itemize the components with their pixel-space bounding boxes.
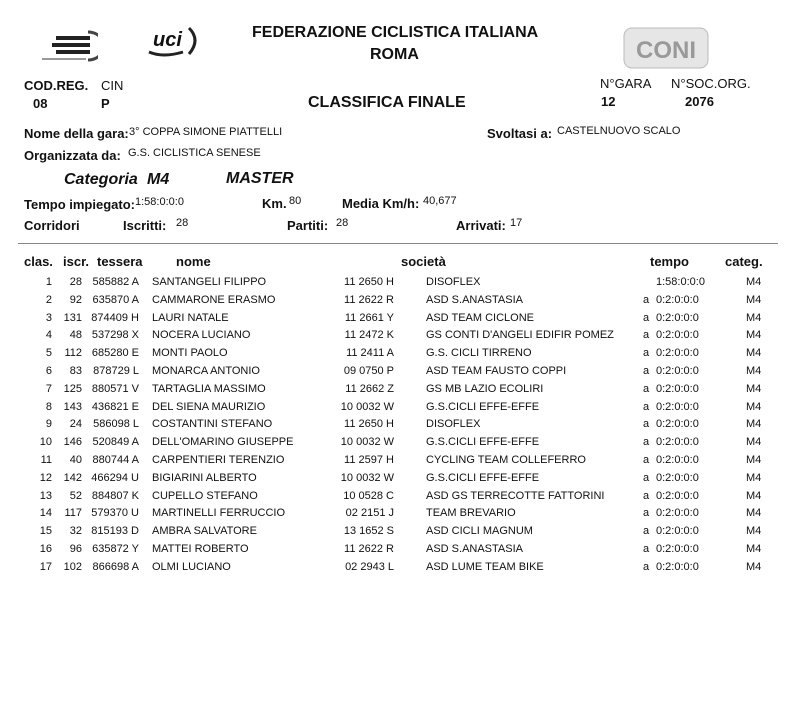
iscrizione-cell: 40 <box>69 454 82 466</box>
gap-marker-cell: a <box>643 400 650 413</box>
cin-label: CIN <box>101 78 124 93</box>
society-code-cell: 02 2151 J <box>345 507 394 520</box>
categoria-value: M4 <box>147 171 170 188</box>
rider-name-cell: MARTINELLI FERRUCCIO <box>152 507 286 520</box>
society-name-cell: G.S.CICLI EFFE-EFFE <box>426 471 540 484</box>
tessera-cell: 878729 L <box>93 365 139 377</box>
category-cell: M4 <box>746 489 762 502</box>
iscrizione-cell: 125 <box>63 382 82 395</box>
position-cell: 7 <box>45 382 52 395</box>
iscrizione-cell: 112 <box>64 347 82 360</box>
society-code-cell: 11 2622 R <box>344 543 394 555</box>
fci-logo <box>38 22 98 66</box>
nsoc-value: 2076 <box>685 94 714 109</box>
table-row <box>0 490 802 508</box>
rider-name-cell: CUPELLO STEFANO <box>152 489 258 502</box>
position-cell: 3 <box>45 311 52 324</box>
gap-marker-cell: a <box>643 454 650 466</box>
society-code-cell: 09 0750 P <box>343 365 394 377</box>
time-cell: 0:2:0:0:0 <box>656 311 699 324</box>
col-header-nome: nome <box>176 254 211 269</box>
table-row <box>0 383 802 401</box>
partiti-value: 28 <box>336 217 349 229</box>
table-row <box>0 329 802 347</box>
city-title: ROMA <box>370 46 419 63</box>
position-cell: 16 <box>39 543 52 555</box>
table-row <box>0 276 802 294</box>
time-cell: 0:2:0:0:0 <box>656 507 699 520</box>
media-value: 40,677 <box>423 195 457 207</box>
km-value: 80 <box>289 195 302 207</box>
col-header-tempo: tempo <box>650 254 689 269</box>
time-cell: 0:2:0:0:0 <box>656 560 699 573</box>
society-code-cell: 11 2650 H <box>344 418 394 431</box>
rider-name-cell: NOCERA LUCIANO <box>152 329 251 342</box>
position-cell: 14 <box>39 507 52 520</box>
society-code-cell: 10 0528 C <box>343 489 394 502</box>
gap-marker-cell: a <box>643 365 650 377</box>
rider-name-cell: COSTANTINI STEFANO <box>152 418 273 431</box>
time-cell: 0:2:0:0:0 <box>656 543 699 555</box>
tessera-cell: 520849 A <box>92 436 139 449</box>
society-code-cell: 10 0032 W <box>340 471 394 484</box>
tessera-cell: 874409 H <box>91 311 139 324</box>
gap-marker-cell: a <box>643 347 650 360</box>
society-name-cell: GS MB LAZIO ECOLIRI <box>426 382 544 395</box>
col-header-clas: clas. <box>24 254 53 269</box>
cin-value: P <box>101 96 110 111</box>
time-cell: 0:2:0:0:0 <box>656 382 699 395</box>
time-cell: 0:2:0:0:0 <box>656 365 699 377</box>
society-name-cell: ASD LUME TEAM BIKE <box>426 560 544 573</box>
table-divider <box>18 243 778 244</box>
table-row <box>0 365 802 383</box>
col-header-iscr: iscr. <box>63 254 90 269</box>
society-name-cell: DISOFLEX <box>426 276 481 288</box>
position-cell: 4 <box>45 329 52 342</box>
position-cell: 13 <box>39 489 52 502</box>
position-cell: 11 <box>40 454 52 466</box>
society-code-cell: 11 2597 H <box>344 454 394 466</box>
society-name-cell: G.S.CICLI EFFE-EFFE <box>426 400 540 413</box>
federation-title: FEDERAZIONE CICLISTICA ITALIANA <box>252 24 539 41</box>
arrivati-value: 17 <box>510 217 523 229</box>
uci-logo <box>143 22 205 62</box>
society-code-cell: 02 2943 L <box>345 560 394 573</box>
rider-name-cell: CARPENTIERI TERENZIO <box>152 454 285 466</box>
tessera-cell: 685280 E <box>91 347 139 360</box>
tessera-cell: 884807 K <box>91 489 139 502</box>
society-name-cell: GS CONTI D'ANGELI EDIFIR POMEZ <box>426 329 614 342</box>
tessera-cell: 635870 A <box>92 293 139 306</box>
society-name-cell: ASD TEAM FAUSTO COPPI <box>426 365 567 377</box>
tessera-cell: 815193 D <box>91 525 139 538</box>
society-name-cell: ASD GS TERRECOTTE FATTORINI <box>426 489 605 502</box>
iscritti-label: Iscritti: <box>123 218 167 233</box>
categoria-name: MASTER <box>226 170 294 187</box>
organizer-label: Organizzata da: <box>24 148 121 163</box>
position-cell: 6 <box>45 365 52 377</box>
tessera-cell: 436821 E <box>91 400 139 413</box>
society-code-cell: 10 0032 W <box>340 436 394 449</box>
rider-name-cell: SANTANGELI FILIPPO <box>152 276 267 288</box>
time-cell: 0:2:0:0:0 <box>656 329 699 342</box>
tessera-cell: 466294 U <box>91 471 139 484</box>
society-code-cell: 11 2411 A <box>346 347 394 360</box>
col-header-categ: categ. <box>725 254 763 269</box>
table-row <box>0 418 802 436</box>
race-name-value: 3° COPPA SIMONE PIATTELLI <box>129 126 283 138</box>
iscrizione-cell: 52 <box>69 489 82 502</box>
society-name-cell: CYCLING TEAM COLLEFERRO <box>426 454 586 466</box>
rider-name-cell: OLMI LUCIANO <box>152 560 231 573</box>
ngara-label: N°GARA <box>600 76 652 91</box>
society-name-cell: DISOFLEX <box>426 418 481 431</box>
position-cell: 15 <box>39 525 52 538</box>
media-label: Media Km/h: <box>342 196 420 211</box>
category-cell: M4 <box>746 560 762 573</box>
table-row <box>0 312 802 330</box>
table-row <box>0 543 802 561</box>
position-cell: 2 <box>45 293 52 306</box>
table-row <box>0 436 802 454</box>
report-title: CLASSIFICA FINALE <box>308 94 466 111</box>
category-cell: M4 <box>746 382 762 395</box>
society-name-cell: G.S.CICLI EFFE-EFFE <box>426 436 540 449</box>
tessera-cell: 585882 A <box>92 276 139 288</box>
category-cell: M4 <box>746 471 762 484</box>
rider-name-cell: AMBRA SALVATORE <box>152 525 257 538</box>
society-name-cell: TEAM BREVARIO <box>426 507 516 520</box>
tessera-cell: 635872 Y <box>92 543 139 555</box>
gap-marker-cell: a <box>643 382 650 395</box>
table-row <box>0 507 802 525</box>
table-row <box>0 454 802 472</box>
col-header-societa: società <box>401 254 446 269</box>
society-code-cell: 11 2662 Z <box>345 382 394 395</box>
society-code-cell: 10 0032 W <box>340 400 394 413</box>
gap-marker-cell: a <box>643 560 650 573</box>
gap-marker-cell: a <box>643 471 650 484</box>
iscrizione-cell: 83 <box>69 365 82 377</box>
table-row <box>0 401 802 419</box>
rider-name-cell: LAURI NATALE <box>152 311 229 324</box>
position-cell: 17 <box>39 560 52 573</box>
society-name-cell: ASD S.ANASTASIA <box>426 543 523 555</box>
iscrizione-cell: 142 <box>63 471 82 484</box>
time-cell: 0:2:0:0:0 <box>656 418 699 431</box>
position-cell: 12 <box>39 471 52 484</box>
time-cell: 0:2:0:0:0 <box>656 347 699 360</box>
tessera-cell: 537298 X <box>91 329 139 342</box>
time-cell: 0:2:0:0:0 <box>656 489 699 502</box>
society-code-cell: 11 2472 K <box>344 329 394 342</box>
iscrizione-cell: 32 <box>69 525 82 538</box>
position-cell: 10 <box>39 436 52 449</box>
coni-logo-text: CONI <box>636 37 696 64</box>
categoria-label: Categoria <box>64 171 138 188</box>
table-row <box>0 294 802 312</box>
iscrizione-cell: 28 <box>69 276 82 288</box>
category-cell: M4 <box>746 347 762 360</box>
gap-marker-cell: a <box>643 507 650 520</box>
iscrizione-cell: 117 <box>64 507 82 520</box>
tessera-cell: 880744 A <box>92 454 139 466</box>
category-cell: M4 <box>746 507 762 520</box>
category-cell: M4 <box>746 543 762 555</box>
category-cell: M4 <box>746 329 762 342</box>
tessera-cell: 579370 U <box>91 507 139 520</box>
position-cell: 8 <box>45 400 52 413</box>
iscrizione-cell: 146 <box>63 436 82 449</box>
tessera-cell: 586098 L <box>93 418 139 431</box>
tempo-value: 1:58:0:0:0 <box>135 196 184 208</box>
ngara-value: 12 <box>601 94 616 109</box>
category-cell: M4 <box>746 525 762 538</box>
iscritti-value: 28 <box>176 217 189 229</box>
gap-marker-cell: a <box>643 311 650 324</box>
category-cell: M4 <box>746 454 762 466</box>
time-cell: 1:58:0:0:0 <box>656 276 705 288</box>
iscrizione-cell: 96 <box>69 543 82 555</box>
cod-reg-value: 08 <box>33 96 48 111</box>
society-code-cell: 11 2622 R <box>344 293 394 306</box>
table-row <box>0 472 802 490</box>
gap-marker-cell: a <box>643 489 650 502</box>
tempo-label: Tempo impiegato: <box>24 197 135 212</box>
position-cell: 9 <box>45 418 52 431</box>
time-cell: 0:2:0:0:0 <box>656 293 699 306</box>
iscrizione-cell: 143 <box>63 400 82 413</box>
society-name-cell: ASD S.ANASTASIA <box>426 293 523 306</box>
race-name-label: Nome della gara: <box>24 126 129 141</box>
rider-name-cell: MONARCA ANTONIO <box>152 365 260 377</box>
gap-marker-cell: a <box>643 525 650 538</box>
iscrizione-cell: 48 <box>69 329 82 342</box>
rider-name-cell: TARTAGLIA MASSIMO <box>152 382 266 395</box>
position-cell: 1 <box>45 276 52 288</box>
table-row <box>0 525 802 543</box>
gap-marker-cell: a <box>643 418 650 431</box>
coni-logo <box>622 24 710 72</box>
category-cell: M4 <box>746 293 762 306</box>
society-code-cell: 11 2661 Y <box>344 311 394 324</box>
time-cell: 0:2:0:0:0 <box>656 400 699 413</box>
iscrizione-cell: 24 <box>69 418 82 431</box>
time-cell: 0:2:0:0:0 <box>656 436 699 449</box>
society-name-cell: G.S. CICLI TIRRENO <box>426 347 532 360</box>
society-name-cell: ASD CICLI MAGNUM <box>426 525 533 538</box>
gap-marker-cell: a <box>643 329 650 342</box>
gap-marker-cell: a <box>643 543 650 555</box>
gap-marker-cell: a <box>643 293 650 306</box>
rider-name-cell: DELL'OMARINO GIUSEPPE <box>152 436 294 449</box>
uci-logo-text: uci <box>153 29 182 51</box>
tessera-cell: 880571 V <box>91 382 139 395</box>
time-cell: 0:2:0:0:0 <box>656 454 699 466</box>
category-cell: M4 <box>746 400 762 413</box>
society-code-cell: 11 2650 H <box>344 276 394 288</box>
partiti-label: Partiti: <box>287 218 329 233</box>
arrivati-label: Arrivati: <box>456 218 506 233</box>
position-cell: 5 <box>45 347 52 360</box>
gap-marker-cell: a <box>643 436 650 449</box>
time-cell: 0:2:0:0:0 <box>656 471 699 484</box>
society-name-cell: ASD TEAM CICLONE <box>426 311 534 324</box>
corridori-label: Corridori <box>24 218 80 233</box>
iscrizione-cell: 102 <box>63 560 82 573</box>
col-header-tessera: tessera <box>97 254 143 269</box>
cod-reg-label: COD.REG. <box>24 78 89 93</box>
rider-name-cell: DEL SIENA MAURIZIO <box>152 400 266 413</box>
category-cell: M4 <box>746 311 762 324</box>
km-label: Km. <box>262 196 287 211</box>
iscrizione-cell: 92 <box>69 293 82 306</box>
rider-name-cell: BIGIARINI ALBERTO <box>152 471 257 484</box>
category-cell: M4 <box>746 276 762 288</box>
category-cell: M4 <box>746 418 762 431</box>
table-row <box>0 347 802 365</box>
tessera-cell: 866698 A <box>92 560 139 573</box>
rider-name-cell: MATTEI ROBERTO <box>152 543 249 555</box>
time-cell: 0:2:0:0:0 <box>656 525 699 538</box>
society-code-cell: 13 1652 S <box>343 525 394 538</box>
category-cell: M4 <box>746 365 762 377</box>
rider-name-cell: CAMMARONE ERASMO <box>152 293 276 306</box>
rider-name-cell: MONTI PAOLO <box>152 347 228 360</box>
organizer-value: G.S. CICLISTICA SENESE <box>128 147 261 159</box>
iscrizione-cell: 131 <box>63 311 82 324</box>
race-place-value: CASTELNUOVO SCALO <box>557 125 681 137</box>
race-place-label: Svoltasi a: <box>487 126 553 141</box>
table-row <box>0 561 802 579</box>
category-cell: M4 <box>746 436 762 449</box>
nsoc-label: N°SOC.ORG. <box>671 76 751 91</box>
